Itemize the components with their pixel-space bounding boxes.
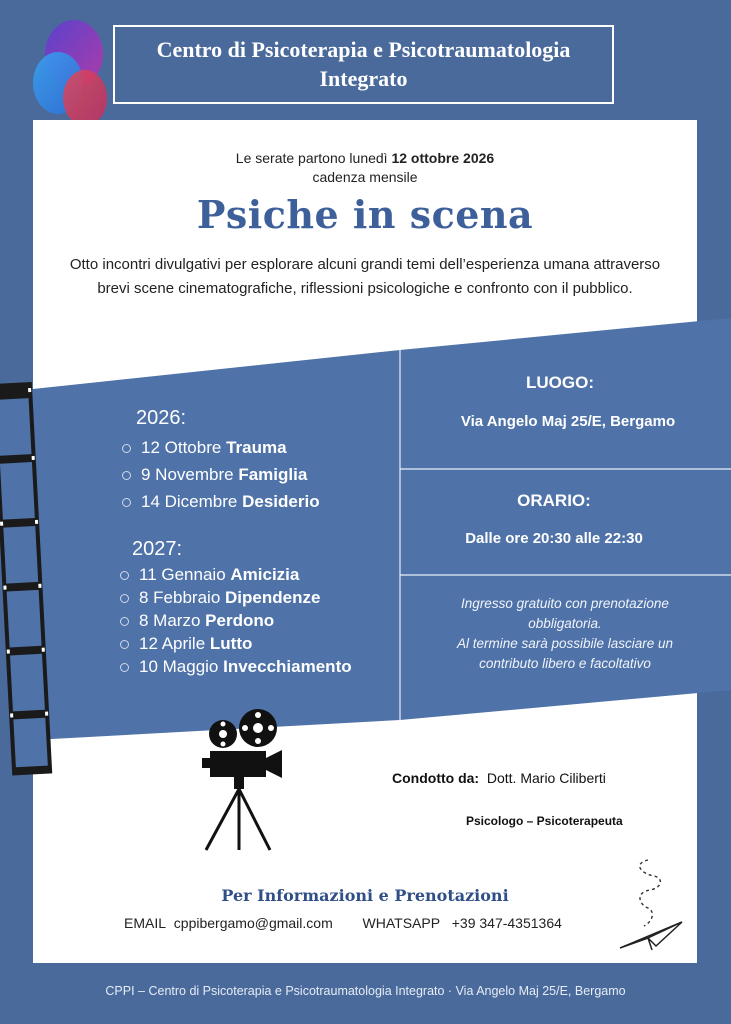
- org-name-line2: Integrato: [319, 66, 408, 91]
- schedule-item: 8 Febbraio Dipendenze: [120, 588, 320, 608]
- film-strip-icon: [0, 378, 72, 778]
- start-date: 12 ottobre 2026: [391, 150, 495, 166]
- schedule-item: 14 Dicembre Desiderio: [122, 492, 320, 512]
- location-label: LUOGO:: [526, 373, 594, 392]
- event-description: Otto incontri divulgativi per esplorare alcuni grandi temi dell’esperienza umana attraverso brevi scene cinematografiche, riflessioni psicologiche e confronto con il pubblico.: [69, 256, 661, 297]
- hours-value: Dalle ore 20:30 alle 22:30: [465, 530, 643, 547]
- schedule-item: 12 Aprile Lutto: [120, 634, 252, 654]
- event-title: Psiche in scena: [196, 192, 534, 237]
- whatsapp-number[interactable]: +39 347-4351364: [451, 915, 562, 931]
- frequency-line: cadenza mensile: [312, 169, 418, 185]
- conducted-by: Condotto da: Dott. Mario Ciliberti: [392, 770, 606, 786]
- year-2027: 2027:: [132, 538, 183, 560]
- email-label: EMAIL: [124, 915, 167, 931]
- entry-note: Ingresso gratuito con prenotazione obbligatoria. Al termine sarà possibile lasciare un contributo libero e facoltativo: [456, 596, 674, 671]
- info-title: Per Informazioni e Prenotazioni: [221, 886, 509, 905]
- paper-plane-icon: [612, 856, 688, 954]
- schedule-item: 11 Gennaio Amicizia: [120, 565, 299, 585]
- schedule-item: 9 Novembre Famiglia: [122, 465, 307, 485]
- hours-label: ORARIO:: [517, 491, 591, 510]
- whatsapp-label: WHATSAPP: [362, 915, 441, 931]
- schedule-item: 10 Maggio Invecchiamento: [120, 657, 352, 677]
- schedule-item: 12 Ottobre Trauma: [122, 438, 287, 458]
- org-name-line1: Centro di Psicoterapia e Psicotraumatologia: [156, 37, 571, 62]
- movie-camera-icon: [196, 706, 290, 852]
- footer: CPPI – Centro di Psicoterapia e Psicotraumatologia Integrato · Via Angelo Maj 25/E, Bergamo: [105, 984, 626, 998]
- start-prefix: Le serate partono lunedì: [235, 150, 392, 166]
- conductor-name: Dott. Mario Ciliberti: [486, 770, 606, 786]
- contact-line: [124, 915, 562, 931]
- location-value: Via Angelo Maj 25/E, Bergamo: [460, 413, 676, 430]
- schedule-item: 8 Marzo Perdono: [120, 611, 274, 631]
- conductor-role: Psicologo – Psicoterapeuta: [466, 814, 623, 828]
- year-2026: 2026:: [136, 407, 187, 429]
- email-link[interactable]: cppibergamo@gmail.com: [173, 915, 333, 931]
